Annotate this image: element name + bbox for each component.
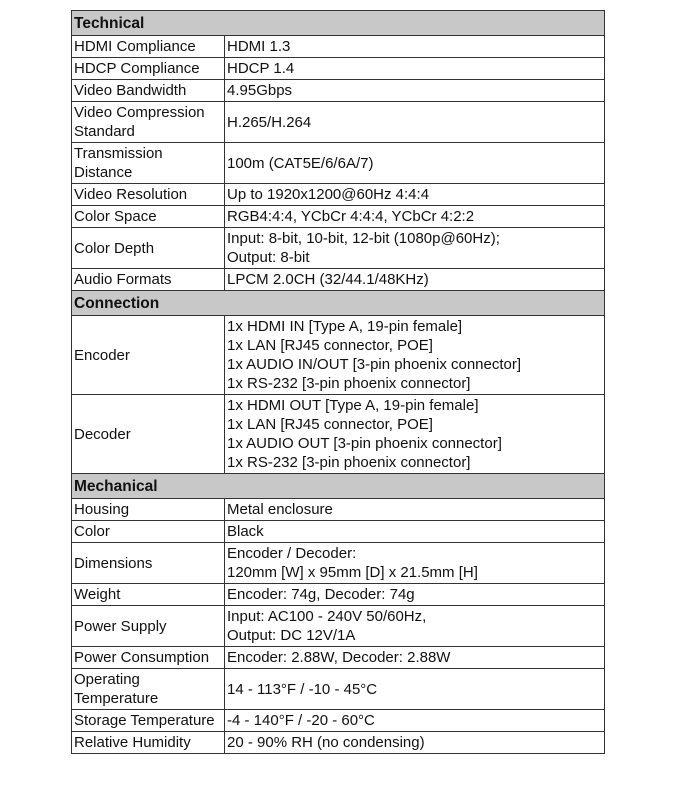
spec-row xyxy=(72,143,605,184)
spec-label-line: Color Depth xyxy=(74,239,155,257)
spec-label-line: Storage Temperature xyxy=(74,712,215,729)
spec-label-line: HDMI Compliance xyxy=(74,38,196,55)
spec-label-line: Temperature xyxy=(74,690,159,707)
spec-label-line: Operating xyxy=(74,671,140,688)
spec-value-line: 1x LAN [RJ45 connector, POE] xyxy=(227,416,433,433)
spec-label-cell xyxy=(72,521,225,543)
spec-value-line: Encoder / Decoder: xyxy=(227,545,357,562)
spec-label-cell xyxy=(72,710,225,732)
spec-label-line: Transmission xyxy=(74,145,163,162)
spec-value-cell xyxy=(225,80,605,102)
spec-row xyxy=(72,102,605,143)
spec-value-cell xyxy=(225,36,605,58)
spec-value-line: LPCM 2.0CH (32/44.1/48KHz) xyxy=(227,271,429,288)
spec-label-cell xyxy=(72,395,225,474)
section-title: Connection xyxy=(72,291,605,316)
spec-label-line: Distance xyxy=(74,164,133,181)
spec-value-cell xyxy=(225,143,605,184)
spec-label-line: Video Bandwidth xyxy=(74,82,187,99)
spec-value-line: Input: AC100 - 240V 50/60Hz, xyxy=(227,608,427,625)
spec-label-line: Video Resolution xyxy=(74,186,188,203)
spec-value-line: RGB4:4:4, YCbCr 4:4:4, YCbCr 4:2:2 xyxy=(227,208,475,225)
spec-value-line: H.265/H.264 xyxy=(227,113,312,131)
spec-label-cell xyxy=(72,669,225,710)
spec-label-cell xyxy=(72,606,225,647)
spec-value-line: 4.95Gbps xyxy=(227,82,293,99)
spec-row xyxy=(72,647,605,669)
spec-row xyxy=(72,58,605,80)
spec-value-line: Output: 8-bit xyxy=(227,249,310,266)
spec-label-cell xyxy=(72,228,225,269)
spec-row xyxy=(72,269,605,291)
spec-label-line: Power Supply xyxy=(74,617,167,635)
spec-row xyxy=(72,228,605,269)
spec-value-line: 1x LAN [RJ45 connector, POE] xyxy=(227,337,433,354)
spec-label-cell xyxy=(72,58,225,80)
spec-value-line: Output: DC 12V/1A xyxy=(227,627,356,644)
spec-row xyxy=(72,710,605,732)
spec-row xyxy=(72,606,605,647)
spec-row xyxy=(72,395,605,474)
spec-label-line: Video Compression xyxy=(74,104,205,121)
spec-label-cell xyxy=(72,732,225,754)
spec-row xyxy=(72,184,605,206)
spec-value-line: Encoder: 2.88W, Decoder: 2.88W xyxy=(227,649,451,666)
spec-value-line: 20 - 90% RH (no condensing) xyxy=(227,734,425,751)
spec-label-line: Color xyxy=(74,523,110,540)
spec-row xyxy=(72,499,605,521)
spec-value-line: Input: 8-bit, 10-bit, 12-bit (1080p@60Hz); xyxy=(227,230,500,247)
spec-label-line: Dimensions xyxy=(74,554,153,572)
spec-row xyxy=(72,669,605,710)
spec-label-cell xyxy=(72,269,225,291)
spec-value-cell xyxy=(225,228,605,269)
spec-label-cell xyxy=(72,206,225,228)
spec-value-line: Black xyxy=(227,523,264,540)
spec-label-cell xyxy=(72,143,225,184)
specifications-table xyxy=(71,10,605,754)
spec-value-cell xyxy=(225,269,605,291)
section-title: Mechanical xyxy=(72,474,605,499)
spec-value-cell xyxy=(225,543,605,584)
spec-label-line: Standard xyxy=(74,123,135,140)
spec-value-line: 120mm [W] x 95mm [D] x 21.5mm [H] xyxy=(227,564,478,581)
spec-value-line: HDCP 1.4 xyxy=(227,60,295,77)
spec-value-line: Metal enclosure xyxy=(227,501,333,518)
spec-value-cell xyxy=(225,521,605,543)
spec-value-line: HDMI 1.3 xyxy=(227,38,291,55)
spec-label-cell xyxy=(72,184,225,206)
spec-value-line: 14 - 113°F / -10 - 45°C xyxy=(227,680,378,698)
spec-row xyxy=(72,206,605,228)
spec-value-cell xyxy=(225,102,605,143)
spec-label-cell xyxy=(72,647,225,669)
spec-row xyxy=(72,316,605,395)
spec-label-cell xyxy=(72,499,225,521)
spec-row xyxy=(72,36,605,58)
spec-value-cell xyxy=(225,184,605,206)
spec-value-line: 1x AUDIO OUT [3-pin phoenix connector] xyxy=(227,435,502,452)
spec-row xyxy=(72,584,605,606)
section-header-row xyxy=(72,11,605,36)
spec-row xyxy=(72,732,605,754)
section-title: Technical xyxy=(72,11,605,36)
spec-value-line: 1x HDMI OUT [Type A, 19-pin female] xyxy=(227,397,479,414)
spec-value-cell xyxy=(225,669,605,710)
spec-value-line: Up to 1920x1200@60Hz 4:4:4 xyxy=(227,186,430,203)
spec-label-cell xyxy=(72,316,225,395)
spec-label-line: Relative Humidity xyxy=(74,734,191,751)
spec-label-cell xyxy=(72,36,225,58)
spec-label-line: Color Space xyxy=(74,208,157,225)
spec-value-cell xyxy=(225,206,605,228)
spec-label-cell xyxy=(72,584,225,606)
spec-label-line: Housing xyxy=(74,501,130,518)
spec-label-line: Decoder xyxy=(74,425,131,443)
section-header-row xyxy=(72,291,605,316)
spec-value-cell xyxy=(225,647,605,669)
spec-value-cell xyxy=(225,395,605,474)
spec-value-line: 1x RS-232 [3-pin phoenix connector] xyxy=(227,375,471,392)
spec-value-cell xyxy=(225,499,605,521)
spec-label-line: Weight xyxy=(74,586,121,603)
spec-value-line: Encoder: 74g, Decoder: 74g xyxy=(227,586,415,603)
spec-value-cell xyxy=(225,606,605,647)
spec-row xyxy=(72,80,605,102)
spec-value-cell xyxy=(225,710,605,732)
spec-row xyxy=(72,521,605,543)
spec-label-line: HDCP Compliance xyxy=(74,60,200,77)
spec-value-cell xyxy=(225,584,605,606)
spec-label-line: Encoder xyxy=(74,346,130,364)
spec-value-cell xyxy=(225,316,605,395)
spec-label-line: Audio Formats xyxy=(74,271,172,288)
spec-value-line: 1x RS-232 [3-pin phoenix connector] xyxy=(227,454,471,471)
spec-value-line: -4 - 140°F / -20 - 60°C xyxy=(227,712,375,729)
spec-label-cell xyxy=(72,543,225,584)
spec-value-cell xyxy=(225,732,605,754)
spec-value-cell xyxy=(225,58,605,80)
spec-value-line: 1x HDMI IN [Type A, 19-pin female] xyxy=(227,318,463,335)
spec-row xyxy=(72,543,605,584)
section-header-row xyxy=(72,474,605,499)
spec-value-line: 100m (CAT5E/6/6A/7) xyxy=(227,154,374,172)
spec-label-cell xyxy=(72,80,225,102)
spec-label-cell xyxy=(72,102,225,143)
spec-label-line: Power Consumption xyxy=(74,649,210,666)
spec-value-line: 1x AUDIO IN/OUT [3-pin phoenix connector] xyxy=(227,356,522,373)
